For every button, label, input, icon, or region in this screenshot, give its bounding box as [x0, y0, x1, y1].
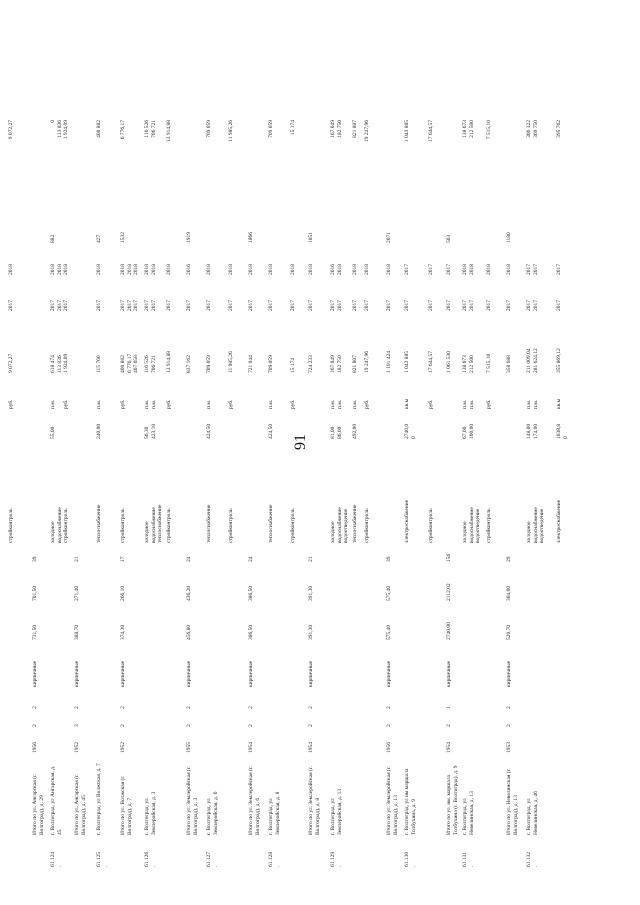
table-cell: кирпичные [248, 660, 254, 687]
table-cell: 167 049 182 750 [330, 355, 343, 373]
table-cell: Итого по ул. Землеройская (г. Волгоград), д. 13 [386, 766, 399, 835]
table-cell: 1851 [308, 232, 314, 243]
table-cell: 39 [32, 556, 38, 562]
table-cell: 2740,0 0 [404, 423, 417, 439]
table-cell: 2 [120, 724, 126, 727]
table-cell: п.м. п.м. [144, 399, 157, 409]
table-cell: 724 233 [308, 355, 314, 373]
table-cell: 2017 [248, 300, 254, 311]
table-cell: 2 [186, 724, 192, 727]
table-cell: 2 [32, 706, 38, 709]
table-cell: стройконтроль [364, 508, 370, 543]
table-cell: 2071 [386, 232, 392, 243]
table-cell: 2 [74, 706, 80, 709]
table-cell: 13 914,88 [166, 351, 172, 373]
table-cell: 2017 [268, 300, 274, 311]
table-cell: 6 776,17 [120, 120, 126, 140]
table-cell: 2 [248, 724, 254, 727]
table-cell: 2018 [206, 264, 212, 275]
table-cell: руб. [8, 399, 14, 409]
table-cell: Итого по ул. Ангарская (г. Волгоград), д. 29 [32, 774, 45, 835]
table-cell: г. Волгоград, ул Землеройская, д. 3 [144, 791, 157, 835]
table-cell: 15 174 [290, 357, 296, 373]
table-cell: 148,00 174,00 [526, 423, 539, 439]
table-cell: 2017 2017 [526, 300, 539, 311]
table-cell: 2018 [364, 264, 370, 275]
table-cell: руб. [364, 399, 370, 409]
table-cell: 2017 [404, 300, 410, 311]
table-cell: 575,40 [386, 585, 392, 601]
table-cell: 61.127 . [206, 851, 219, 867]
table-cell: 709 059 [268, 355, 274, 373]
table-cell: кв.м [404, 398, 410, 409]
table-cell: 520,70 [506, 624, 512, 640]
page-number: 91 [292, 434, 309, 450]
table-cell: кирпичные [446, 660, 452, 687]
table-cell: 1956 [32, 742, 38, 753]
table-cell: 156 [446, 553, 452, 562]
table-cell: 2017 [206, 300, 212, 311]
table-cell: холодное водоснабжение теплоснабжение [144, 504, 164, 543]
table-cell: г. Волгоград, ул Невелинская, д. 46 [526, 791, 539, 835]
table-cell: 2018 [290, 264, 296, 275]
table-cell: холодное водоснабжение стройконтроль [50, 507, 70, 543]
table-cell: стройконтроль [290, 508, 296, 543]
table-cell: 391,30 [308, 624, 314, 640]
table-cell: 2017 [352, 300, 358, 311]
table-cell: 456,80 [186, 624, 192, 640]
table-cell: 386,50 [248, 585, 254, 601]
table-cell: 1 191 424 [386, 351, 392, 373]
table-cell: 240,00 [96, 423, 102, 439]
table-cell: 2017 [290, 300, 296, 311]
table-cell: 1 061 530 [446, 351, 452, 373]
table-cell: теплоснабжение [206, 504, 212, 543]
table-cell: 3 [74, 724, 80, 727]
table-cell: г. Волгоград, ул Землеройская, д. 8 [268, 791, 281, 835]
table-cell: 138 673 212 500 [462, 120, 475, 138]
table-cell: 2017 [556, 264, 562, 275]
table-cell: 61.124 . [50, 851, 63, 867]
table-cell: 2017 [308, 300, 314, 311]
table-cell: руб. [428, 399, 434, 409]
table-cell: 821 807 [352, 120, 358, 138]
table-cell: стройконтроль [486, 508, 492, 543]
table-cell: 21 [308, 556, 314, 562]
table-cell: 2018 2018 2018 [120, 264, 140, 275]
table-cell: 61.126 . [144, 851, 157, 867]
table-cell: 11 985,26 [228, 120, 234, 142]
table-cell: 2017 2017 [144, 300, 157, 311]
table-cell: 721 044 [248, 355, 254, 373]
table-cell: п.м. п.м. [526, 399, 539, 409]
table-cell: 13 914,88 [166, 120, 172, 142]
table-cell: 11 985,26 [228, 351, 234, 373]
table-cell: 19 247,96 [364, 120, 370, 142]
table-cell: 56,30 423,10 [144, 423, 157, 439]
table-cell: 61.132 . [526, 851, 539, 867]
table-cell: 266,10 [120, 585, 126, 601]
table-cell: 2017 [166, 300, 172, 311]
table-cell: 67,00 100,00 [462, 423, 475, 439]
table-cell: 2 [506, 706, 512, 709]
table-cell: 1 043 885 [404, 351, 410, 373]
table-cell: 7 515,10 [486, 120, 492, 140]
table-cell: 2112,02 [446, 583, 452, 601]
table-cell: руб. [120, 399, 126, 409]
table-cell: 39 [386, 556, 392, 562]
table-cell: 2017 2017 [330, 300, 343, 311]
table-cell: 2740,00 [446, 622, 452, 640]
table-cell: 61.130 . [404, 851, 417, 867]
table-cell: 2017 [428, 264, 434, 275]
table-cell: г. Волгоград, ул Волжская, д. 7 [96, 763, 102, 835]
table-cell: руб. [228, 399, 234, 409]
table-cell: 1952 [120, 742, 126, 753]
table-cell: п.м. [352, 399, 358, 409]
table-cell: 61.129 . [330, 851, 343, 867]
table-cell: 2 [120, 706, 126, 709]
table-cell: Итого по ул. Ангарская (г. Волгоград), д. 45 [74, 774, 87, 835]
table-cell: холодное водоснабжение водоотведение [462, 507, 482, 543]
table-cell: 29 [506, 556, 512, 562]
table-cell: 436,20 [186, 585, 192, 601]
table-cell: электроснабжение [556, 499, 562, 543]
table-cell: 19 247,96 [364, 351, 370, 373]
table-cell: 391,30 [308, 585, 314, 601]
table-cell: 306 322 369 750 [526, 120, 539, 138]
table-cell: 1953 [506, 742, 512, 753]
table-cell: 304,00 [506, 585, 512, 601]
table-cell: 2 [308, 706, 314, 709]
table-cell: 211 009,04 281 624,12 [526, 348, 539, 373]
table-cell: 1532 [120, 232, 126, 243]
table-cell: 17 644,57 [428, 351, 434, 373]
table-cell: 2017 [8, 300, 14, 311]
table-cell: 21 [74, 556, 80, 562]
table-cell: 575,40 [386, 624, 392, 640]
table-cell: 1180 [506, 232, 512, 243]
table-cell: 2 [446, 724, 452, 727]
table-cell: 116 526 706 721 [144, 355, 157, 373]
table-cell: 821 807 [352, 355, 358, 373]
table-cell: 2018 [506, 264, 512, 275]
table-cell: 2017 [486, 300, 492, 311]
table-cell: 358 688 [506, 355, 512, 373]
table-cell: 882 [50, 234, 56, 243]
table-cell: 2017 [228, 300, 234, 311]
table-cell: Итого по ул. Землеройская (г. Волгоград), д. 3 [186, 766, 199, 835]
table-cell: 837 162 [186, 355, 192, 373]
table-cell: 2018 [96, 264, 102, 275]
table-cell: 2017 [364, 300, 370, 311]
table-cell: 17 [120, 556, 126, 562]
table-cell: 400 882 6 776,17 407 658 [120, 353, 140, 373]
table-cell: 2017 [404, 264, 410, 275]
table-cell: 24 [186, 556, 192, 562]
table-cell: 2017 [96, 300, 102, 311]
table-cell: п.м. п.м. [462, 399, 475, 409]
table-cell: холодное водоснабжение водоотведение [526, 507, 546, 543]
table-cell: 2017 [446, 300, 452, 311]
table-cell: кирпичные [506, 660, 512, 687]
table-cell: п.м. п.м. [330, 399, 343, 409]
table-cell: 2017 [556, 300, 562, 311]
table-cell: 2017 2017 2017 [50, 300, 70, 311]
table-cell: теплоснабжение [352, 504, 358, 543]
table-cell: 2017 [386, 300, 392, 311]
table-cell: 1866 [248, 232, 254, 243]
table-cell: 2017 2017 [462, 300, 475, 311]
table-cell: 17 644,57 [428, 120, 434, 142]
table-cell: 2017 [186, 300, 192, 311]
table-cell: Итого по ул. Невелинская (г. Волгоград), д. 13 [506, 768, 519, 835]
table-cell: 2018 [228, 264, 234, 275]
table-cell: п.м. [268, 399, 274, 409]
table-cell: 1 [446, 706, 452, 709]
table-cell: 0 113 836 1 924,09 [50, 120, 70, 140]
table-cell: 2 [32, 724, 38, 727]
table-cell: Итого по ул. Волжская (г. Волгоград), д. 7 [120, 775, 133, 835]
table-cell: г. Волгоград, ул Землеройская, д. 13 [330, 788, 343, 835]
table-cell: 7 515,10 [486, 353, 492, 373]
table-cell: 167 049 182 750 [330, 120, 343, 138]
table-cell: 1038,8 0 [556, 423, 569, 439]
table-cell: 709 059 [268, 120, 274, 138]
table-cell: п.м. [96, 399, 102, 409]
table-cell: Итого по ул. Землеройская (г. Волгоград), д. 6 [248, 766, 261, 835]
table-cell: 355 869,12 [556, 348, 562, 373]
table-cell: 503 [446, 234, 452, 243]
table-cell: 55,00 [50, 426, 56, 439]
table-cell: 138 673 212 500 [462, 355, 475, 373]
table-cell: 2017 [506, 300, 512, 311]
table-cell: 9 072,27 [8, 353, 14, 373]
table-cell: г. Волгоград, ул Ангарская, д. 45 [50, 765, 63, 835]
table-cell: 2 [248, 706, 254, 709]
table-cell: г. Волгоград, ул им маршала Толбухина, д. 9 [404, 768, 417, 835]
table-cell: кирпичные [186, 660, 192, 687]
table-cell: 61.125 . [96, 851, 109, 867]
table-cell: 1954 [248, 742, 254, 753]
table-cell: 2018 [308, 264, 314, 275]
table-cell: теплоснабжение [96, 504, 102, 543]
table-cell: 709 059 [206, 355, 212, 373]
table-cell: 2018 [8, 264, 14, 275]
table-cell: 1952 [74, 742, 80, 753]
table-cell: 618 474 113 836 1 924,09 [50, 353, 70, 373]
table-cell: 61.131 . [462, 851, 475, 867]
table-cell: п.м. руб. [50, 399, 70, 409]
table-cell: 2 [386, 706, 392, 709]
table-cell: 424,50 [206, 423, 212, 439]
table-cell: 2 [308, 724, 314, 727]
table-cell: 2 [506, 724, 512, 727]
table-cell: 81,00 86,00 [330, 426, 343, 439]
table-cell: 731,50 [32, 624, 38, 640]
table-cell: 427 [96, 234, 102, 243]
table-cell: п.м. [206, 399, 212, 409]
table-cell: руб. [486, 399, 492, 409]
table-cell: г. Волгоград, ул Землеройская, д. 6 [206, 791, 219, 835]
table-cell: 2018 [166, 264, 172, 275]
table-cell: кв.м [556, 398, 562, 409]
table-cell: 374,30 [120, 624, 126, 640]
table-cell: 1956 [386, 742, 392, 753]
table-cell: 115 760 [96, 355, 102, 373]
table-cell: стройконтроль [228, 508, 234, 543]
table-cell: Итого по ул. им. маршала Толбухина (г. Волгоград), д. 9 [446, 765, 459, 835]
table-cell: 2017 [428, 300, 434, 311]
table-cell: 424,50 [268, 423, 274, 439]
table-cell: кирпичные [120, 660, 126, 687]
table-cell: электроснабжение [404, 499, 410, 543]
table-cell: 1954 [308, 742, 314, 753]
table-cell: 2016 2018 [330, 264, 343, 275]
table-cell: кирпичные [308, 660, 314, 687]
table-cell: 2018 [248, 264, 254, 275]
table-cell: 386,50 [248, 624, 254, 640]
table-cell: 2 [386, 724, 392, 727]
table-cell: холодное водоснабжение водоотведение [330, 507, 350, 543]
table-cell: кирпичные [32, 660, 38, 687]
table-cell: стройконтроль [166, 508, 172, 543]
table-cell: стройконтроль [8, 508, 14, 543]
table-cell: 2017 2017 [526, 264, 539, 275]
table-cell: стройконтроль [120, 508, 126, 543]
table-cell: кирпичные [386, 660, 392, 687]
table-cell: руб. [166, 399, 172, 409]
table-cell: 2016 [186, 264, 192, 275]
table-cell: 2018 2018 [144, 264, 157, 275]
table-cell: 492,00 [352, 423, 358, 439]
table-cell: 2017 2017 2017 [120, 300, 140, 311]
table-cell: 2018 [386, 264, 392, 275]
table-cell: 1955 [186, 742, 192, 753]
table-cell: 2018 [268, 264, 274, 275]
table-cell: кирпичные [74, 660, 80, 687]
table-cell: 388,70 [74, 624, 80, 640]
table-cell: 61.128 . [268, 851, 281, 867]
table-cell: 701,50 [32, 585, 38, 601]
table-cell: 271,40 [74, 585, 80, 601]
table-cell: руб. [290, 399, 296, 409]
table-cell: 395 762 [556, 120, 562, 138]
table-cell: стройконтроль [428, 508, 434, 543]
table-cell: г. Волгоград, ул Невелинская, д. 13 [462, 791, 475, 835]
table-cell: 15 174 [290, 120, 296, 136]
table-cell: 2018 [352, 264, 358, 275]
table-cell: теплоснабжение [268, 504, 274, 543]
table-cell: 2017 [446, 264, 452, 275]
table-cell: 1954 [446, 742, 452, 753]
table-cell: 2 [186, 706, 192, 709]
table-cell: 2018 [486, 264, 492, 275]
table-cell: Итого по ул. Землеройская (г. Волгоград), д. 8 [308, 766, 321, 835]
table-cell: 2018 2018 [462, 264, 475, 275]
table-cell: 400 882 [96, 120, 102, 138]
table-cell: 2018 2018 2018 [50, 264, 70, 275]
table-cell: 116 526 706 721 [144, 120, 157, 138]
table-cell: 1919 [186, 232, 192, 243]
table-cell: 24 [248, 556, 254, 562]
table-cell: 9 072,27 [8, 120, 14, 140]
table-cell: 709 059 [206, 120, 212, 138]
table-cell: 1 043 885 [404, 120, 410, 142]
